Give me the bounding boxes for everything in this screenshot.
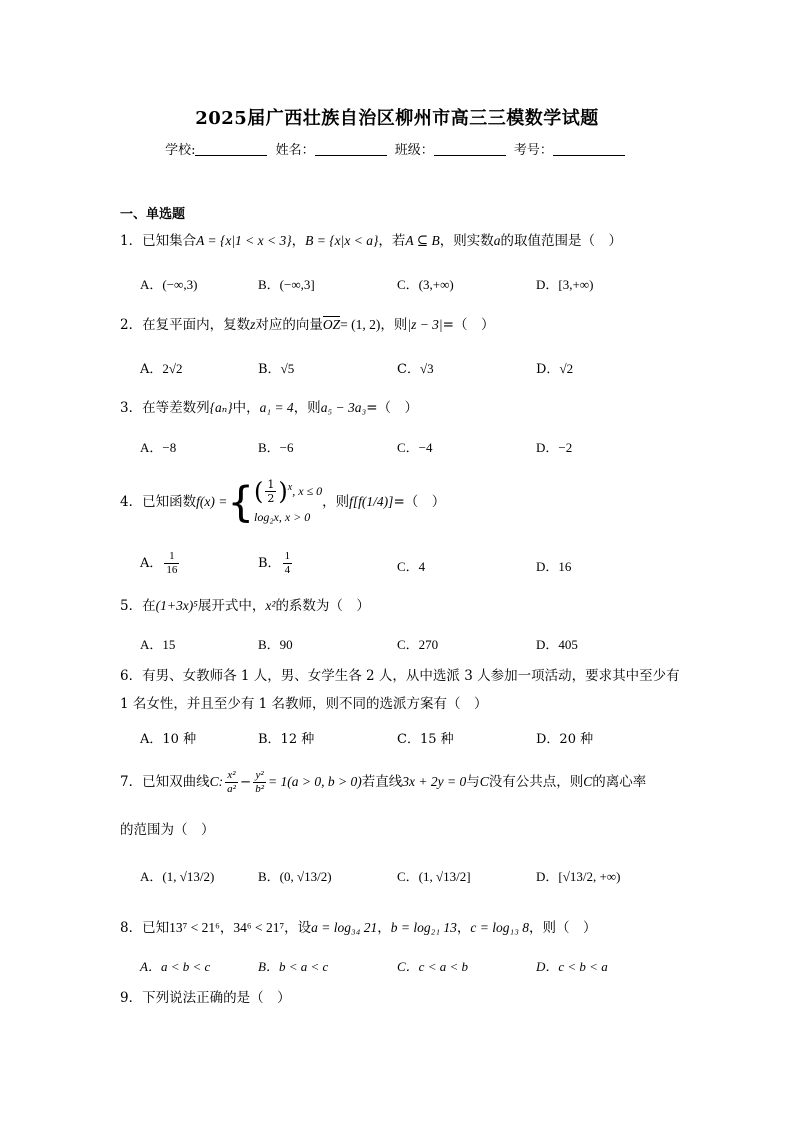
question-1: [120, 231, 622, 251]
denominator: 4: [284, 564, 291, 576]
math-expr: x²: [265, 598, 276, 613]
class-blank[interactable]: [434, 143, 506, 156]
math-expr: = 1(a > 0, b > 0): [268, 774, 362, 789]
question-text: =（ ）: [442, 317, 495, 333]
option-d[interactable]: [536, 358, 573, 377]
denominator: 16: [166, 564, 178, 576]
question-text: ，则: [293, 400, 321, 416]
option-a[interactable]: [140, 866, 214, 885]
option-c[interactable]: C．−4: [397, 440, 433, 455]
option-a[interactable]: A．15: [140, 637, 176, 652]
numerator: 1: [284, 550, 291, 562]
option-letter: C．: [397, 869, 419, 884]
question-text: 若直线: [361, 774, 403, 790]
question-text: 的系数为（ ）: [275, 598, 370, 614]
option-c[interactable]: C．c < a < b: [397, 959, 468, 974]
question-text: 的离心率: [592, 774, 647, 790]
option-b[interactable]: [258, 866, 332, 885]
option-d[interactable]: D．[3,+∞): [536, 277, 594, 292]
question-number: 5．: [120, 598, 143, 614]
name-label: 姓名：: [275, 143, 315, 158]
section-heading: 一、单选题: [120, 207, 186, 222]
question-number: 8．: [120, 920, 143, 936]
question-number: 4．: [120, 494, 143, 510]
option-letter: D．: [536, 362, 560, 377]
option-letter: D．: [536, 869, 559, 884]
question-2: [120, 315, 494, 335]
question-text: 的范围为（ ）: [120, 822, 215, 838]
question-number: 9．: [120, 990, 143, 1006]
math-expr: A ⊆ B: [405, 233, 440, 248]
option-b[interactable]: [258, 550, 294, 577]
question-text: ，则: [322, 494, 350, 510]
option-d[interactable]: D．20 种: [536, 732, 594, 747]
question-text: ，则（ ）: [529, 920, 597, 936]
question-9: [120, 988, 291, 1008]
option-a[interactable]: A．(−∞,3): [140, 277, 198, 292]
math-expr: c = log₁₃ 8: [470, 920, 530, 935]
question-text: 有男、女教师各 1 人，男、女学生各 2 人，从中选派 3 人参加一项活动，要求其中至少有 1 名女性，并且至少有 1 名教师，则不同的选派方案有（ ）: [120, 668, 680, 712]
left-brace-icon: {: [227, 477, 255, 527]
math-expr: 34⁶ < 21⁷: [233, 920, 285, 935]
question-4: [120, 474, 445, 530]
option-b[interactable]: B．(−∞,3]: [258, 277, 315, 292]
option-a[interactable]: [140, 550, 181, 577]
question-text: 已知函数: [142, 494, 197, 510]
option-value: [√13/2, +∞): [558, 869, 621, 884]
option-c[interactable]: [397, 358, 434, 377]
option-letter: B．: [258, 362, 281, 377]
math-expr: z: [250, 317, 256, 332]
math-expr: b = log₂₁ 13: [390, 920, 457, 935]
question-text: 展开式中，: [197, 598, 266, 614]
question-text: 在复平面内，复数: [142, 317, 251, 333]
option-d[interactable]: D．−2: [536, 440, 573, 455]
question-text: 已知双曲线: [142, 774, 210, 790]
numerator: 1: [164, 550, 179, 564]
case-1-cond: , x ≤ 0: [292, 484, 323, 499]
math-expr: = (1, 2): [340, 317, 381, 332]
option-c[interactable]: C．(3,+∞): [397, 277, 454, 292]
student-info: [0, 139, 794, 158]
math-expr: a: [493, 233, 501, 248]
question-text: ，设: [284, 920, 312, 936]
question-text: 中，: [232, 400, 260, 416]
question-6: [120, 662, 680, 718]
option-c[interactable]: C．15 种: [397, 732, 454, 747]
question-text: ，则: [380, 317, 408, 333]
option-c[interactable]: [397, 866, 471, 885]
option-letter: A．: [140, 869, 163, 884]
option-a[interactable]: A．−8: [140, 440, 177, 455]
question-8: 8．已知13⁷ < 21⁶，34⁶ < 21⁷，设a = log₃₄ 21，b = log₂₁ 13，c = log₁₃ 8，则（ ）: [120, 920, 597, 936]
option-b[interactable]: B．b < a < c: [258, 959, 329, 974]
question-text: 下列说法正确的是（ ）: [142, 990, 291, 1006]
question-text: =（ ）: [393, 494, 446, 510]
math-expr: a = log₃₄ 21: [311, 920, 378, 935]
math-expr: |z − 3|: [407, 317, 443, 332]
question-text: 已知: [142, 920, 170, 936]
math-expr: C:: [209, 774, 224, 789]
math-expr: A = {x|1 < x < 3}: [196, 233, 292, 248]
question-7-cont: [120, 820, 215, 840]
math-expr: f(x) =: [196, 494, 228, 509]
option-b[interactable]: B．12 种: [258, 732, 315, 747]
option-d[interactable]: D．16: [536, 559, 572, 574]
question-text: ，: [291, 233, 306, 249]
school-label: 学校:: [165, 143, 196, 158]
number-blank[interactable]: [553, 143, 625, 156]
question-number: 6．: [120, 668, 143, 684]
option-letter: A．: [140, 556, 163, 571]
math-expr: a₁ = 4: [259, 400, 294, 415]
question-number: 3．: [120, 400, 143, 416]
math-expr: {aₙ}: [209, 400, 233, 415]
question-text: 对应的向量: [255, 317, 323, 333]
option-b[interactable]: [258, 358, 294, 377]
option-letter: A．: [140, 362, 163, 377]
option-letter: B．: [258, 556, 281, 571]
math-expr: 13⁷ < 21⁶: [169, 920, 220, 935]
option-d[interactable]: D．c < b < a: [536, 959, 608, 974]
school-blank[interactable]: [195, 143, 267, 156]
option-d[interactable]: [536, 866, 620, 885]
option-value: 2√2: [162, 361, 183, 376]
math-expr: C: [479, 774, 489, 789]
question-text: =（ ）: [366, 400, 418, 416]
question-text: 的取值范围是（ ）: [500, 233, 622, 249]
question-number: 1．: [120, 233, 143, 249]
option-letter: B．: [258, 869, 280, 884]
question-text: 在: [142, 598, 156, 614]
math-expr: C: [583, 774, 593, 789]
question-5: [120, 596, 370, 616]
math-expr: 3x + 2y = 0: [402, 774, 467, 789]
question-number: 2．: [120, 317, 143, 333]
option-b[interactable]: B．90: [258, 637, 293, 652]
math-expr: B = {x|x < a}: [305, 233, 379, 248]
piecewise-cases: [254, 477, 322, 528]
option-value: (0, √13/2): [279, 869, 332, 884]
number-label: 考号：: [513, 143, 553, 158]
question-number: 7．: [120, 774, 143, 790]
option-c[interactable]: C．4: [397, 559, 426, 574]
case-1: ( $\frac{1}{2}$ )$^x$, x ≤ 0: [254, 477, 323, 506]
exam-title: 2025届广西壮族自治区柳州市高三三模数学试题: [195, 108, 599, 129]
option-letter: C．: [397, 362, 420, 377]
math-expr: a₅ − 3a₃: [320, 400, 367, 415]
option-d[interactable]: D．405: [536, 637, 578, 652]
case-2: log₂x, x > 0: [254, 509, 311, 524]
option-value: √3: [419, 361, 434, 376]
question-3: [120, 398, 418, 418]
option-a[interactable]: A．10 种: [140, 732, 197, 747]
question-7: 7．已知双曲线C: $\frac{\text{x²}}{\text{a²}}$ − $\frac{\text{y²}}{\text{b²}}$ = 1(a > 0, b > 0)若直线3x + 2y = 0与C没有公共点，则C的离心率: [120, 769, 647, 795]
class-label: 班级：: [394, 143, 434, 158]
option-value: (1, √13/2): [162, 869, 215, 884]
question-text: ，若: [378, 233, 406, 249]
option-a[interactable]: [140, 358, 183, 377]
name-blank[interactable]: [315, 143, 387, 156]
math-expr: f[f(1/4)]: [349, 494, 394, 509]
question-text: 已知集合: [142, 233, 197, 249]
question-text: ，则实数: [439, 233, 494, 249]
option-a[interactable]: A．a < b < c: [140, 959, 211, 974]
option-value: √2: [559, 361, 574, 376]
vector-oz: OZ: [322, 317, 341, 332]
option-c[interactable]: C．270: [397, 637, 439, 652]
question-text: 与: [466, 774, 480, 790]
question-text: 在等差数列: [142, 400, 210, 416]
option-b[interactable]: B．−6: [258, 440, 294, 455]
question-text: 没有公共点，则: [488, 774, 584, 790]
math-expr: (1+3x)⁵: [155, 598, 198, 613]
option-value: √5: [280, 361, 295, 376]
option-value: (1, √13/2]: [418, 869, 471, 884]
